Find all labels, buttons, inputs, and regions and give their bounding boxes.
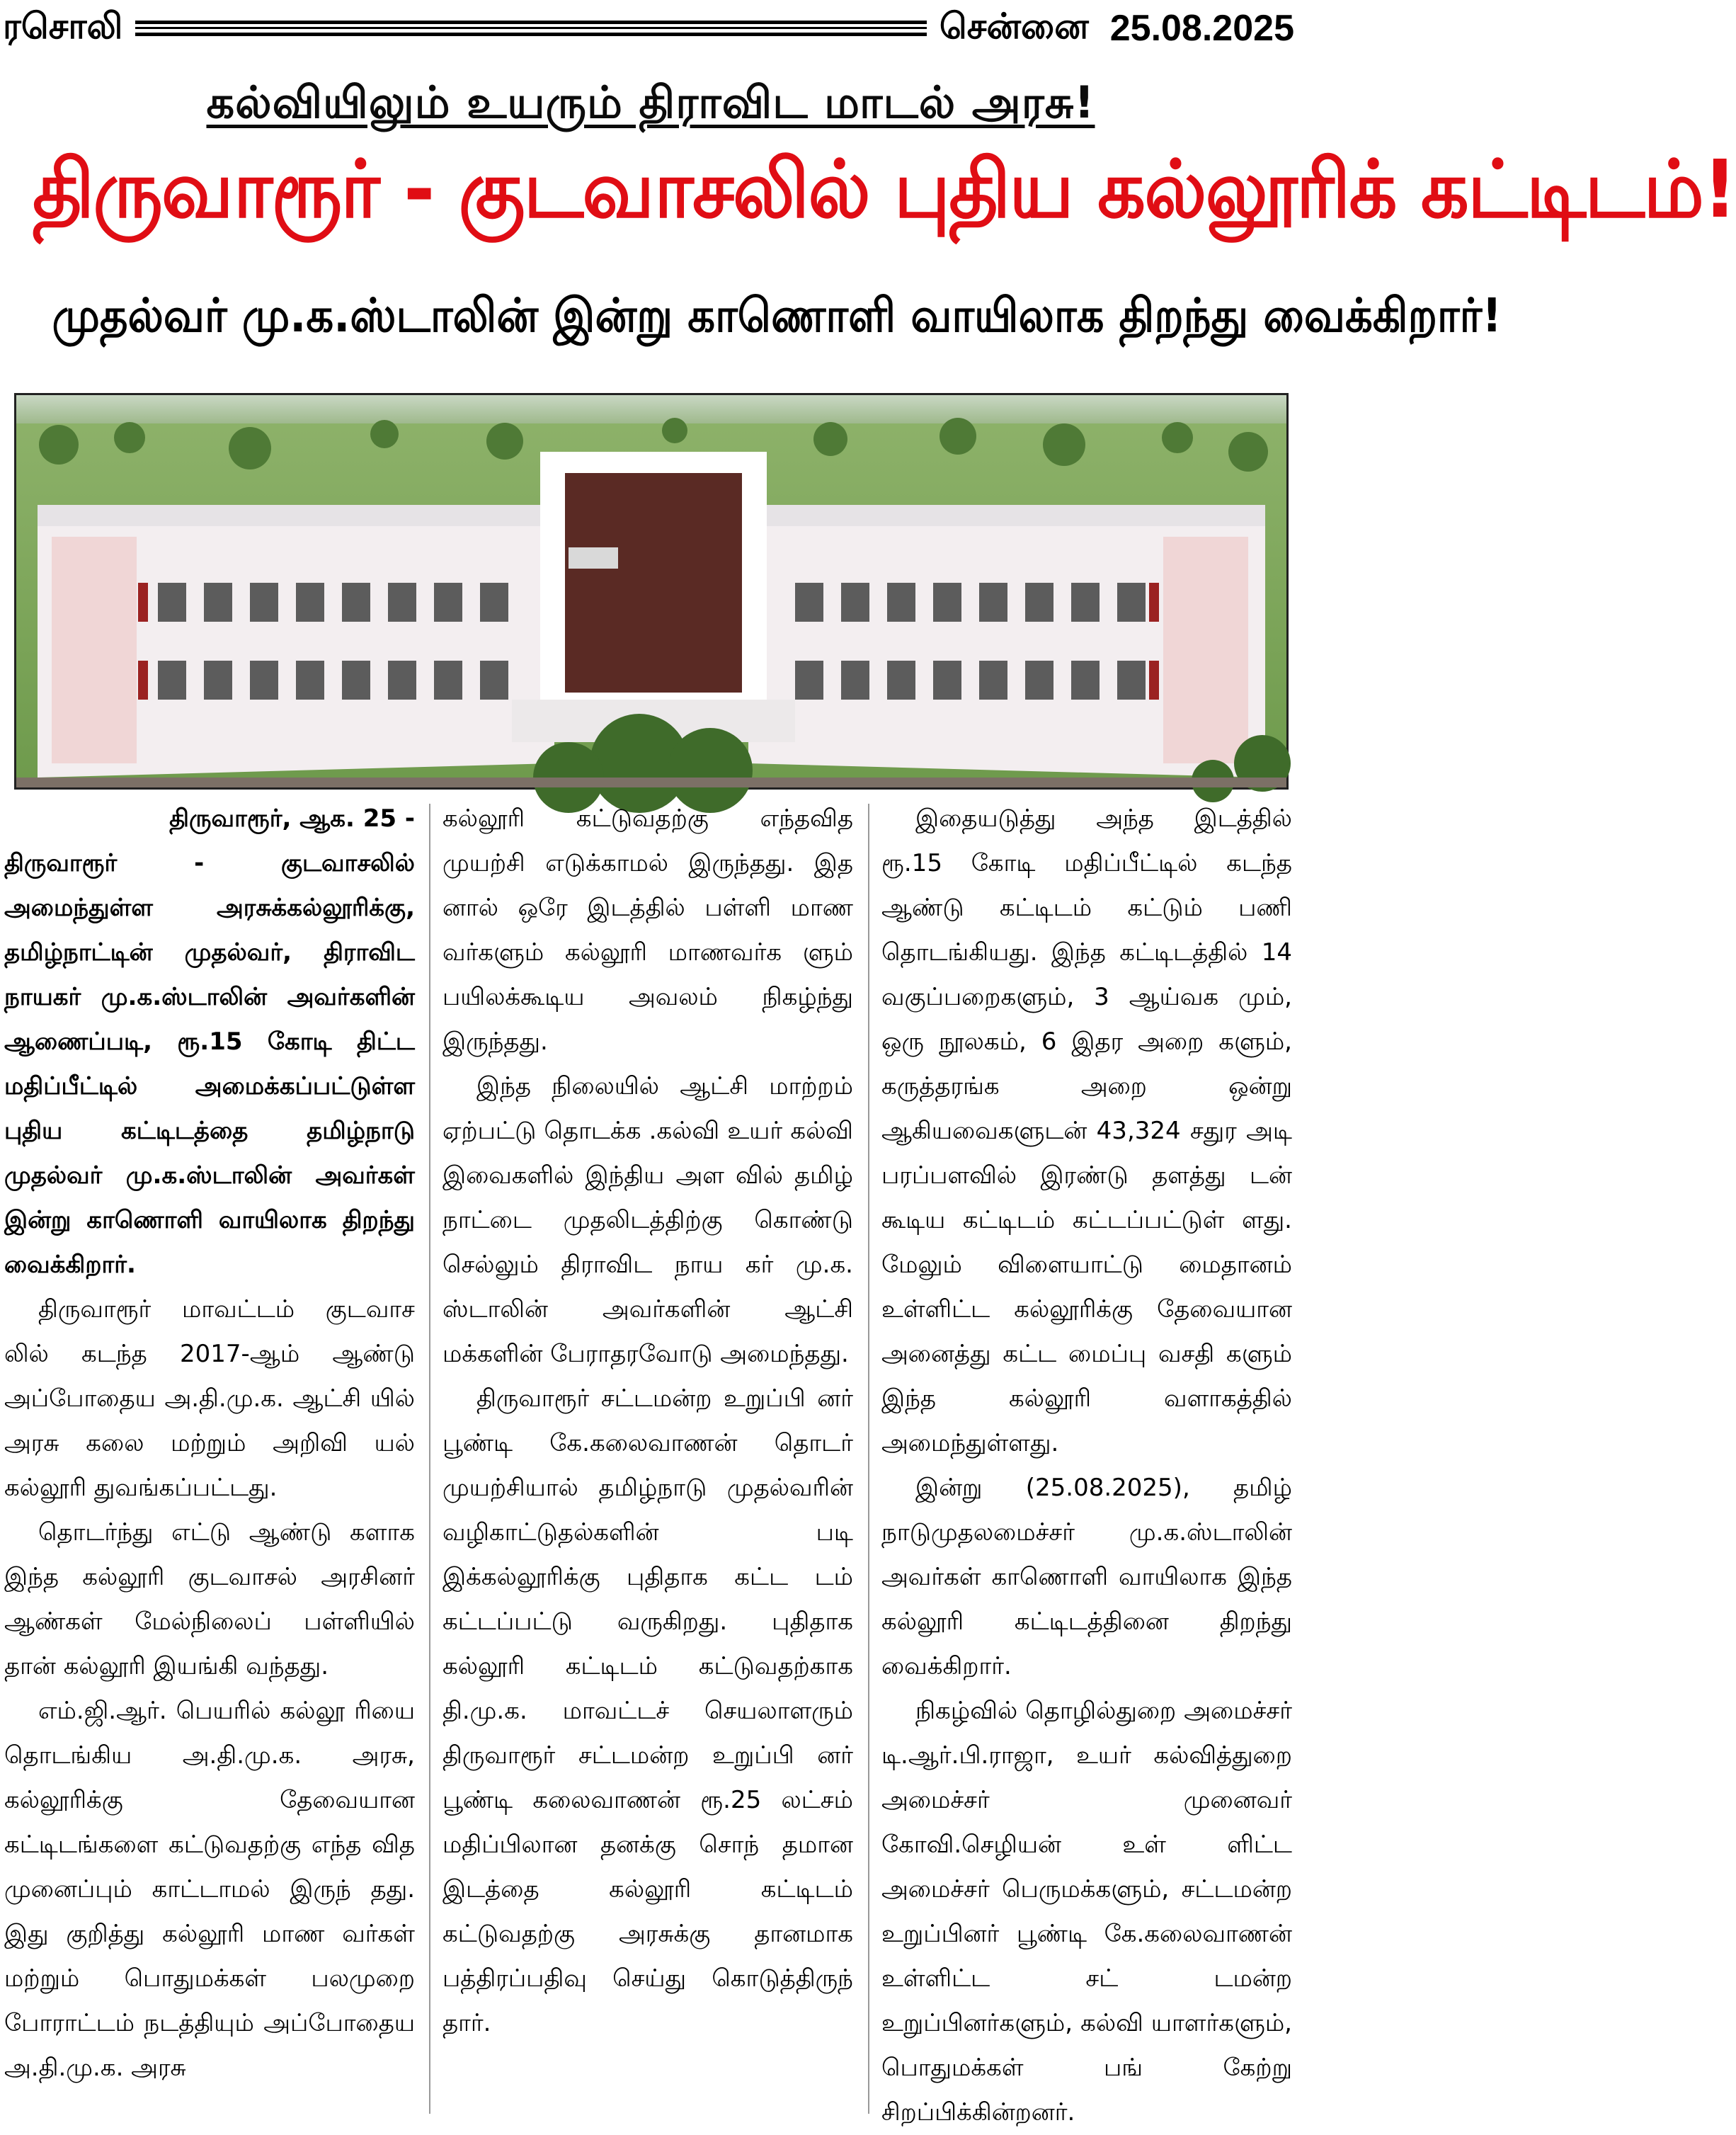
- paragraph: இதையடுத்து அந்த இடத்தில் ரூ.15 கோடி மதிப்பீட்டில் கடந்த ஆண்டு கட்டிடம் கட்டும் பணி தொடங்கியது. இந்த கட்டிடத்தில் 14 வகுப்பறைகளும், 3 ஆய்வக மும், ஒரு நூலகம், 6 இதர அறை களும், கருத்தரங்க அறை ஒன்று ஆகியவைகளுடன் 43,324 சதுர அடி பரப்பளவில் இரண்டு தளத்து டன் கூடிய கட்டிடம் கட்டப்பட்டுள் ளது. மேலும் விளையாட்டு மைதானம் உள்ளிட்ட கல்லூரிக்கு தேவையான அனைத்து கட்ட மைப்பு வசதி களும் இந்த கல்லூரி வளாகத்தில் அமைந்துள்ளது.: [881, 804, 1292, 1457]
- column-1: [4, 797, 415, 2090]
- kicker: [0, 76, 1301, 135]
- dateline: திருவாரூர், ஆக. 25 -: [169, 804, 415, 833]
- column-divider: [429, 804, 430, 2114]
- lead-paragraph: திருவாரூர் - குடவாசலில் அமைந்துள்ள அரசுக்கல்லூரிக்கு, தமிழ்நாட்டின் முதல்வர், திராவிட நாயகர் மு.க.ஸ்டாலின் அவர்களின் ஆணைப்படி, ரூ.15 கோடி திட்ட மதிப்பீட்டில் அமைக்கப்பட்டுள்ள புதிய கட்டிடத்தை தமிழ்நாடு முதல்வர் மு.க.ஸ்டாலின் அவர்கள் இன்று காணொளி வாயிலாக திறந்து வைக்கிறார்.: [4, 849, 415, 1279]
- paragraph: எம்.ஜி.ஆர். பெயரில் கல்லூ ரியை தொடங்கிய அ.தி.மு.க. அரசு, கல்லூரிக்கு தேவையான கட்டிடங்களை கட்டுவதற்கு எந்த வித முனைப்பும் காட்டாமல் இருந் தது. இது குறித்து கல்லூரி மாண வர்கள் மற்றும் பொதுமக்கள் பலமுறை போராட்டம் நடத்தியும் அப்போதைய அ.தி.மு.க. அரசு: [4, 1697, 415, 2082]
- paragraph: நிகழ்வில் தொழில்துறை அமைச்சர் டி.ஆர்.பி.ராஜா, உயர் கல்வித்துறை அமைச்சர் முனைவர் கோவி.செழியன் உள் ளிட்ட அமைச்சர் பெருமக்களும், சட்டமன்ற உறுப்பினர் பூண்டி கே.கலைவாணன் உள்ளிட்ட சட் டமன்ற உறுப்பினர்களும், கல்வி யாளர்களும், பொதுமக்கள் பங் கேற்று சிறப்பிக்கின்றனர்.: [881, 1697, 1292, 2127]
- article-columns: [0, 797, 1301, 2127]
- column-3: [881, 797, 1292, 2135]
- column-2: [442, 797, 853, 2046]
- paragraph: கல்லூரி கட்டுவதற்கு எந்தவித முயற்சி எடுக்காமல் இருந்தது. இத னால் ஒரே இடத்தில் பள்ளி மாண வர்களும் கல்லூரி மாணவர்க ளும் பயிலக்கூடிய அவலம் நிகழ்ந்து இருந்தது.: [442, 804, 853, 1056]
- subheadline: முதல்வர் மு.க.ஸ்டாலின் இன்று காணொளி வாயிலாக திறந்து வைக்கிறார்!: [52, 288, 1502, 343]
- column-divider: [868, 804, 869, 2114]
- edition-place: சென்னை: [939, 5, 1089, 47]
- paragraph: திருவாரூர் சட்டமன்ற உறுப்பி னர் பூண்டி கே.கலைவாணன் தொடர் முயற்சியால் தமிழ்நாடு முதல்வரின் வழிகாட்டுதல்களின் படி இக்கல்லூரிக்கு புதிதாக கட்ட டம் கட்டப்பட்டு வருகிறது. புதிதாக கல்லூரி கட்டிடம் கட்டுவதற்காக தி.மு.க. மாவட்டச் செயலாளரும் திருவாரூர் சட்டமன்ற உறுப்பி னர் பூண்டி கலைவாணன் ரூ.25 லட்சம் மதிப்பிலான தனக்கு சொந் தமான இடத்தை கல்லூரி கட்டிடம் கட்டுவதற்கு அரசுக்கு தானமாக பத்திரப்பதிவு செய்து கொடுத்திருந் தார்.: [442, 1384, 853, 2037]
- edition-date: 25.08.2025: [1109, 8, 1294, 49]
- paragraph: திருவாரூர் மாவட்டம் குடவாச லில் கடந்த 2017-ஆம் ஆண்டு அப்போதைய அ.தி.மு.க. ஆட்சி யில் அரசு கலை மற்றும் அறிவி யல் கல்லூரி துவங்கப்பட்டது.: [4, 1295, 415, 1502]
- paragraph: இந்த நிலையில் ஆட்சி மாற்றம் ஏற்பட்டு தொடக்க .கல்வி உயர் கல்வி இவைகளில் இந்திய அள வில் தமிழ் நாட்டை முதலிடத்திற்கு கொண்டு செல்லும் திராவிட நாய கர் மு.க. ஸ்டாலின் அவர்களின் ஆட்சி மக்களின் பேராதரவோடு அமைந்தது.: [442, 1072, 853, 1368]
- headline: திருவாரூர் - குடவாசலில் புதிய கல்லூரிக் கட்டிடம்!: [32, 144, 1736, 236]
- paragraph: தொடர்ந்து எட்டு ஆண்டு களாக இந்த கல்லூரி குடவாசல் அரசினர் ஆண்கள் மேல்நிலைப் பள்ளியில் தான் கல்லூரி இயங்கி வந்தது.: [4, 1518, 415, 1680]
- kicker-text: கல்வியிலும் உயரும் திராவிட மாடல் அரசு!: [206, 76, 1095, 128]
- newspaper-name: ரசொலி: [3, 5, 123, 47]
- paragraph: இன்று (25.08.2025), தமிழ் நாடுமுதலமைச்சர் மு.க.ஸ்டாலின் அவர்கள் காணொளி வாயிலாக இந்த கல்லூரி கட்டிடத்தினை திறந்து வைக்கிறார்.: [881, 1474, 1292, 1680]
- college-building-photo: [14, 393, 1289, 790]
- masthead-rule: [135, 21, 926, 36]
- masthead: [0, 0, 1301, 57]
